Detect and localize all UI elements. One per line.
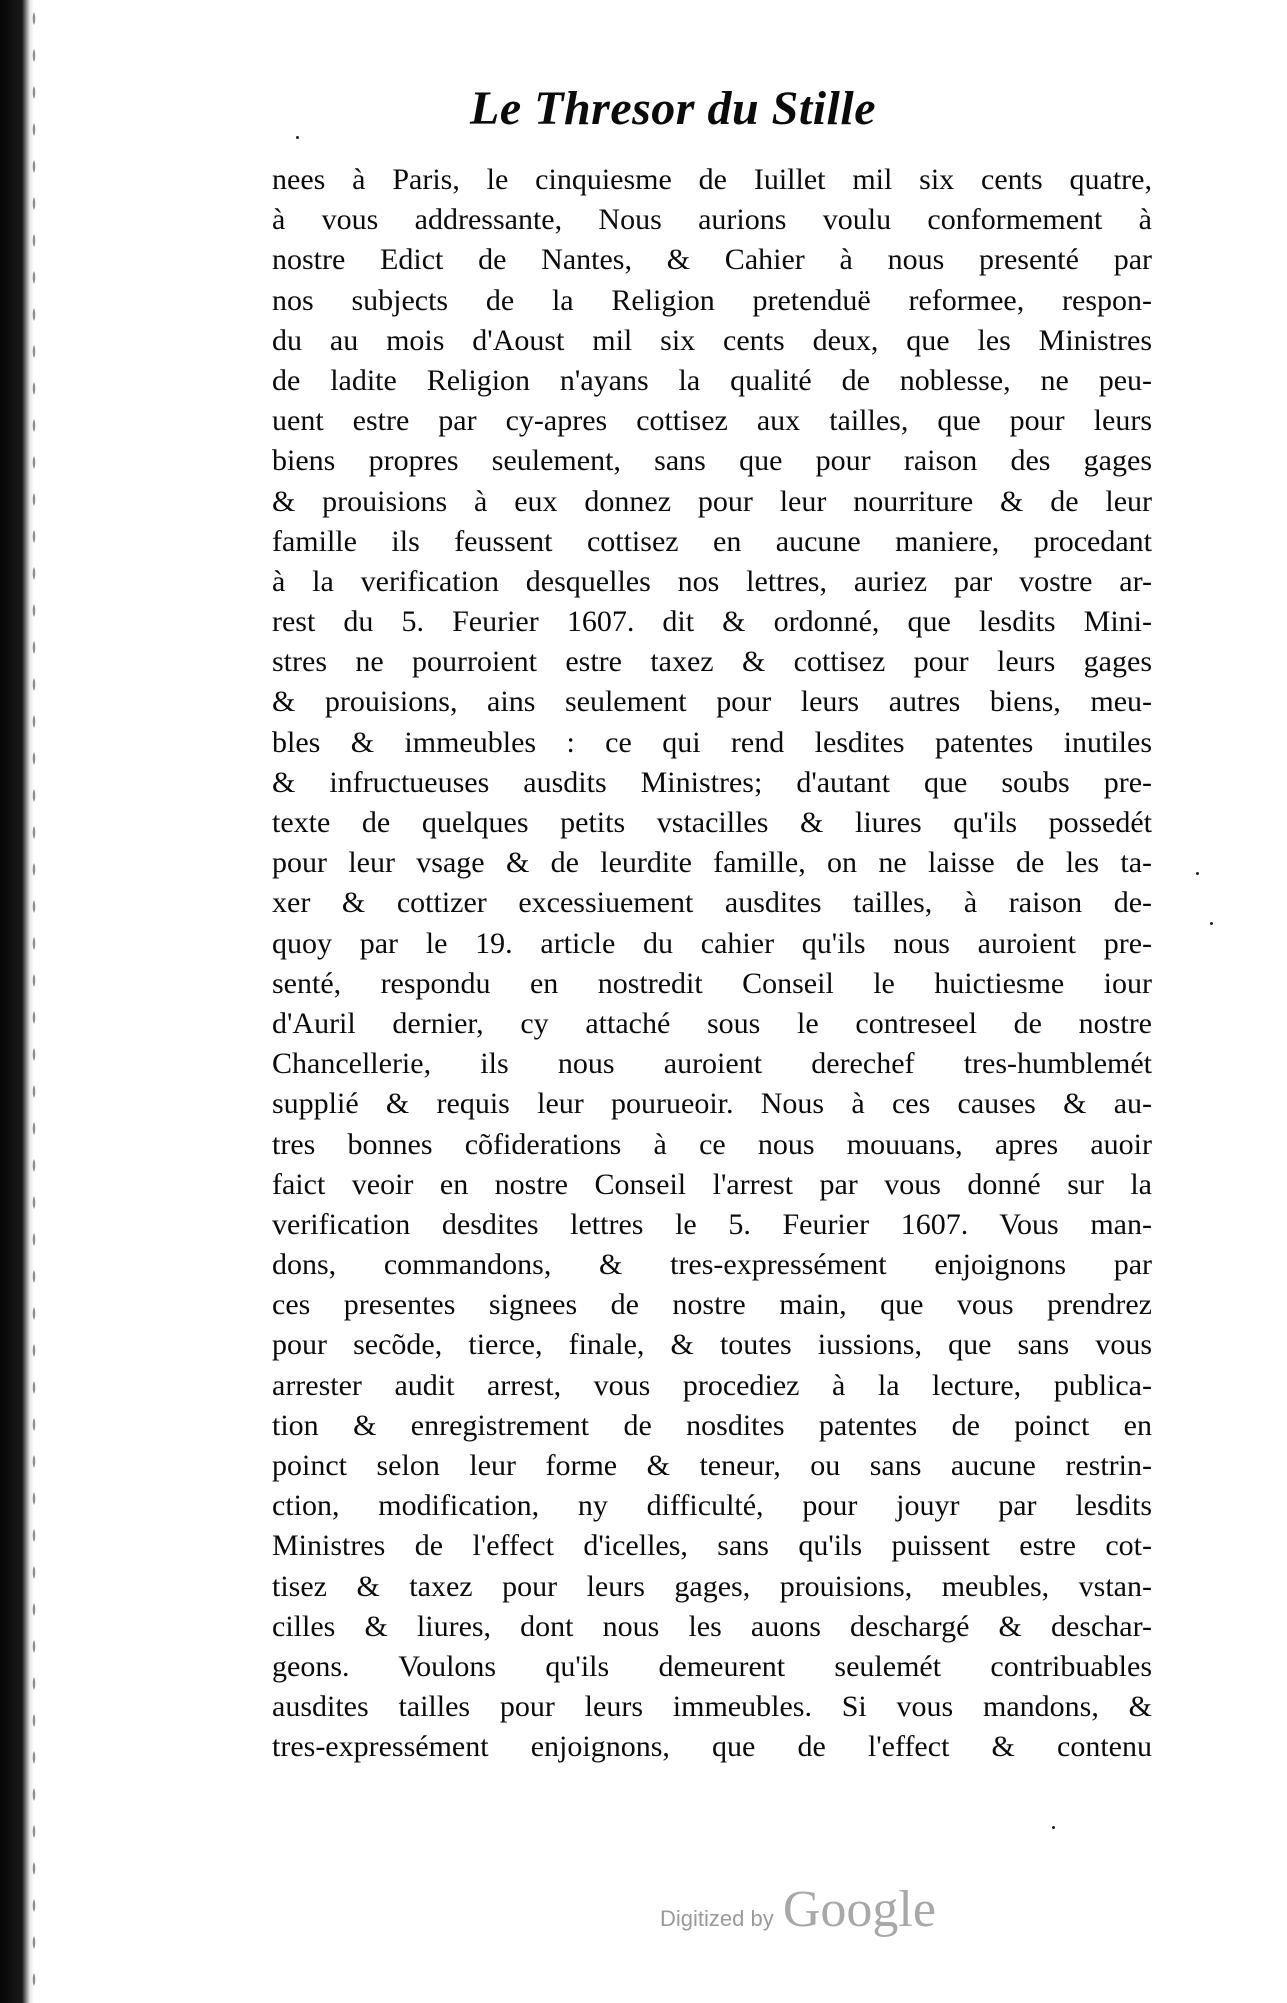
text-line: ausdites tailles pour leurs immeubles. Si vous mandons, & [272,1690,1152,1724]
text-line: ces presentes signees de nostre main, que vous prendrez [272,1288,1152,1322]
text-line: bles & immeubles : ce qui rend lesdites patentes inutiles [272,725,1152,759]
watermark-brand: Google [782,1881,936,1938]
text-line: du au mois d'Aoust mil six cents deux, que les Ministres [272,323,1152,357]
text-line: senté, respondu en nostredit Conseil le huictiesme iour [272,966,1152,1000]
text-line: famille ils feussent cottisez en aucune maniere, procedant [272,524,1152,558]
text-line: nos subjects de la Religion pretenduë reformee, respon- [272,283,1152,317]
text-line: à vous addressante, Nous aurions voulu conformement à [272,203,1152,237]
text-line: & prouisions à eux donnez pour leur nourriture & de leur [272,484,1152,518]
text-line: pour leur vsage & de leurdite famille, on ne laisse de les ta- [272,846,1152,880]
text-line: Ministres de l'effect d'icelles, sans qu'ils puissent estre cot- [272,1529,1152,1563]
text-line: tres-expressément enjoignons, que de l'effect & contenu [272,1730,1152,1764]
text-line: ction, modification, ny difficulté, pour jouyr par lesdits [272,1489,1152,1523]
text-line: d'Auril dernier, cy attaché sous le contreseel de nostre [272,1006,1152,1040]
ink-speck [1052,1826,1055,1829]
text-line: texte de quelques petits vstacilles & liures qu'ils possedét [272,806,1152,839]
text-line: arrester audit arrest, vous procediez à la lecture, publica- [272,1368,1152,1402]
text-line: geons. Voulons qu'ils demeurent seulemét contribuables [272,1649,1152,1683]
text-line: dons, commandons, & tres-expressément enjoignons par [272,1248,1152,1282]
text-line: Chancellerie, ils nous auroient derechef tres-humblemét [272,1047,1152,1081]
running-head: Le Thresor du Stille [470,82,877,135]
text-line: faict veoir en nostre Conseil l'arrest par vous donné sur la [272,1167,1152,1201]
text-line: poinct selon leur forme & teneur, ou sans aucune restrin- [272,1449,1152,1482]
ink-speck [1210,922,1213,925]
digitization-watermark [660,1880,936,1939]
ink-speck [1196,872,1199,875]
text-line: tisez & taxez pour leurs gages, prouisions, meubles, vstan- [272,1569,1152,1603]
text-line: rest du 5. Feurier 1607. dit & ordonné, que lesdits Mini- [272,605,1152,639]
ink-speck [296,136,299,139]
watermark-prefix: Digitized by [660,1906,774,1931]
gutter-specks [30,0,40,2003]
text-line: cilles & liures, dont nous les auons deschargé & deschar- [272,1609,1152,1643]
text-line: stres ne pourroient estre taxez & cottisez pour leurs gages [272,645,1152,679]
text-line: & prouisions, ains seulement pour leurs autres biens, meu- [272,685,1152,719]
text-line: nees à Paris, le cinquiesme de Iuillet mil six cents quatre, [272,163,1152,196]
text-line: nostre Edict de Nantes, & Cahier à nous presenté par [272,243,1152,277]
text-line: de ladite Religion n'ayans la qualité de noblesse, ne peu- [272,363,1152,397]
text-line: biens propres seulement, sans que pour raison des gages [272,444,1152,478]
text-line: uent estre par cy-apres cottisez aux tailles, que pour leurs [272,404,1152,438]
text-line: supplié & requis leur pourueoir. Nous à ces causes & au- [272,1087,1152,1121]
text-line: tres bonnes cõfiderations à ce nous mouuans, apres auoir [272,1127,1152,1161]
text-line: verification desdites lettres le 5. Feurier 1607. Vous man- [272,1207,1152,1241]
page-gutter-shadow [0,0,34,2003]
text-line: à la verification desquelles nos lettres, auriez par vostre ar- [272,564,1152,598]
text-line: quoy par le 19. article du cahier qu'ils nous auroient pre- [272,926,1152,960]
body-text [272,160,1152,1768]
text-line: & infructueuses ausdits Ministres; d'autant que soubs pre- [272,765,1152,799]
text-line: pour secõde, tierce, finale, & toutes iussions, que sans vous [272,1328,1152,1362]
text-line: tion & enregistrement de nosdites patentes de poinct en [272,1408,1152,1442]
text-line: xer & cottizer excessiuement ausdites tailles, à raison de- [272,886,1152,920]
